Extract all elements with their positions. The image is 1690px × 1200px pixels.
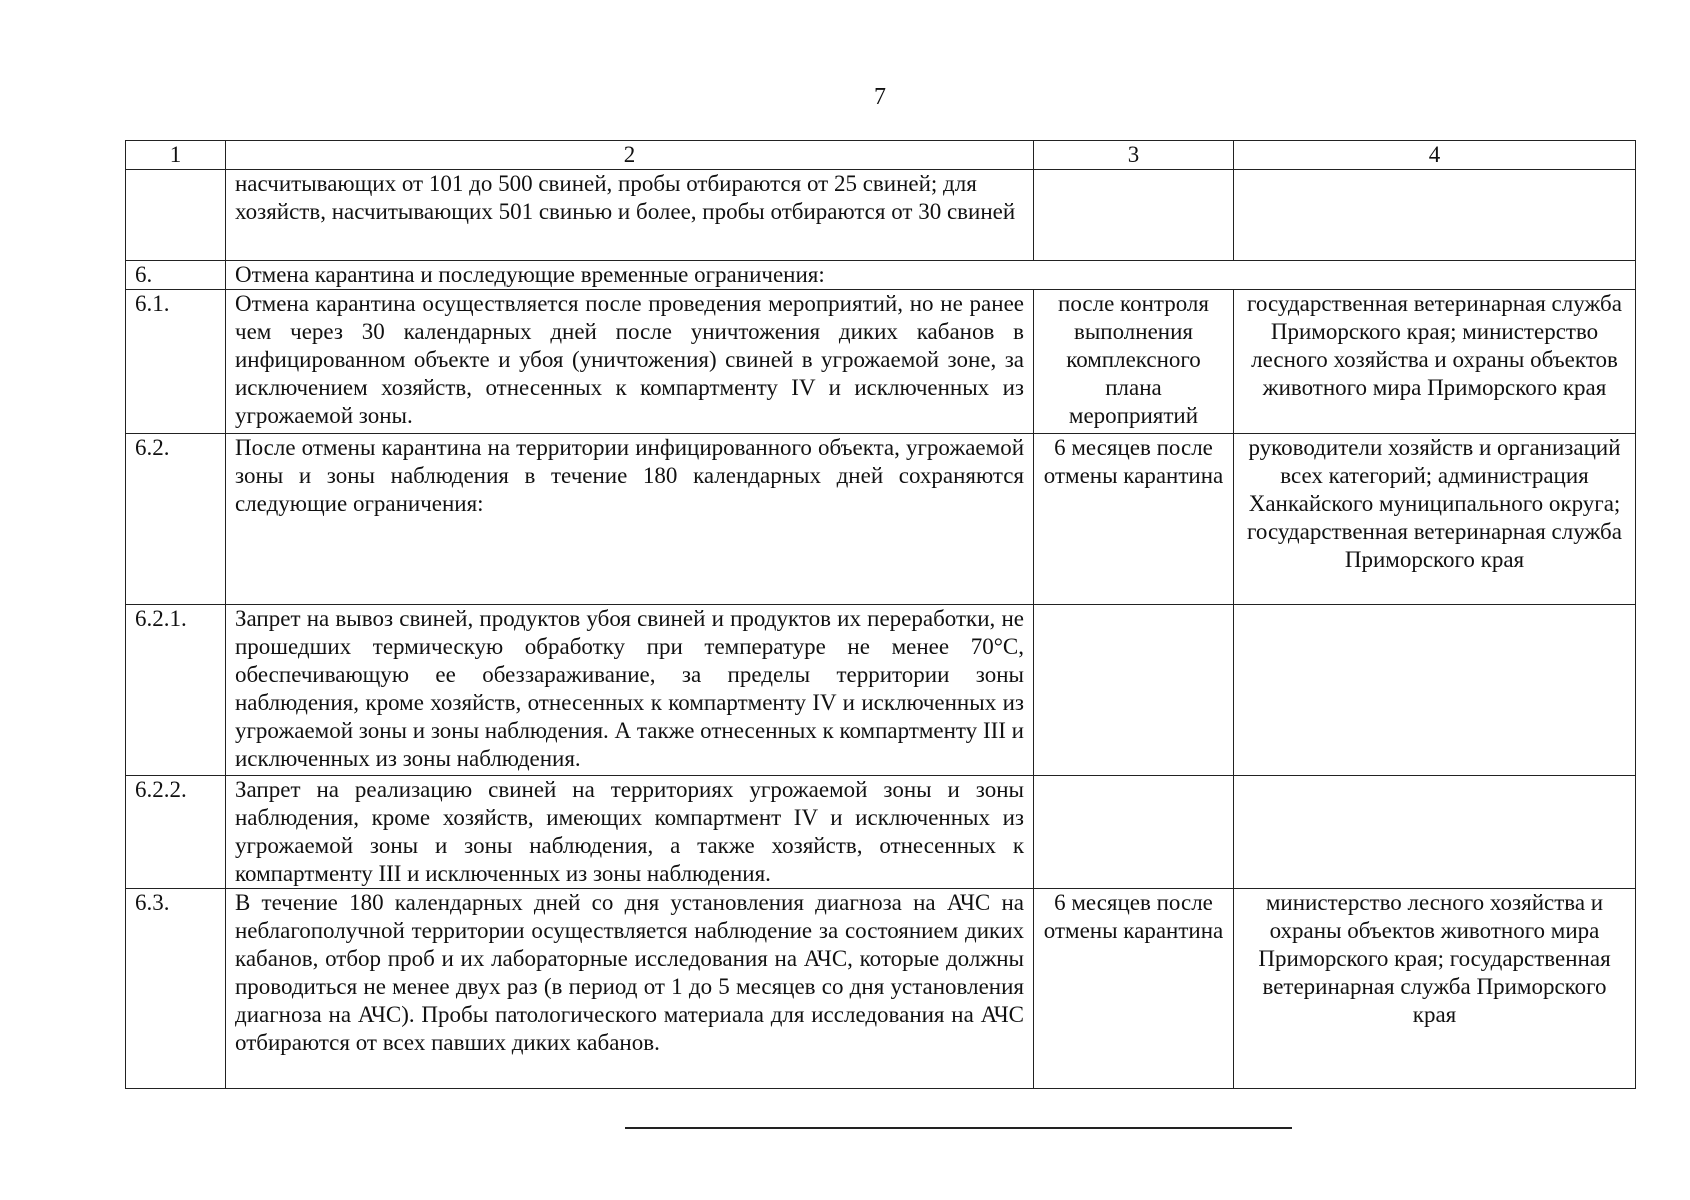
row-number: 6.1. bbox=[126, 290, 226, 434]
row-responsible bbox=[1234, 776, 1636, 889]
row-number bbox=[126, 170, 226, 261]
row-responsible bbox=[1234, 605, 1636, 776]
row-text: После отмены карантина на территории инфицированного объекта, угрожаемой зоны и зоны наблюдения в течение 180 календарных дней сохраняются следующие ограничения: bbox=[226, 434, 1034, 605]
end-rule bbox=[625, 1127, 1292, 1129]
table-row bbox=[126, 434, 1636, 605]
row-responsible bbox=[1234, 170, 1636, 261]
row-responsible: государственная ветеринарная служба Приморского края; министерство лесного хозяйства и охраны объектов животного мира Приморского края bbox=[1234, 290, 1636, 434]
row-term bbox=[1034, 776, 1234, 889]
table-row bbox=[126, 889, 1636, 1089]
row-term: 6 месяцев после отмены карантина bbox=[1034, 434, 1234, 605]
row-text: насчитывающих от 101 до 500 свиней, пробы отбираются от 25 свиней; для хозяйств, насчитывающих 501 свинью и более, пробы отбираются от 30 свиней bbox=[226, 170, 1034, 261]
row-responsible: руководители хозяйств и организаций всех категорий; администрация Ханкайского муниципального округа; государственная ветеринарная служба Приморского края bbox=[1234, 434, 1636, 605]
row-term bbox=[1034, 605, 1234, 776]
row-number: 6.2.1. bbox=[126, 605, 226, 776]
row-term: после контроля выполнения комплексного плана мероприятий bbox=[1034, 290, 1234, 434]
row-term bbox=[1034, 170, 1234, 261]
row-number: 6.3. bbox=[126, 889, 226, 1089]
row-term: 6 месяцев после отмены карантина bbox=[1034, 889, 1234, 1089]
row-responsible: министерство лесного хозяйства и охраны объектов животного мира Приморского края; государственная ветеринарная служба Приморского края bbox=[1234, 889, 1636, 1089]
table-row bbox=[126, 290, 1636, 434]
table-header-row bbox=[126, 141, 1636, 170]
row-text: Запрет на реализацию свиней на территориях угрожаемой зоны и зоны наблюдения, кроме хозяйств, имеющих компартмент IV и исключенных из угрожаемой зоны и зоны наблюдения, а также хозяйств, отнесенных к компартменту III и исключенных из зоны наблюдения. bbox=[226, 776, 1034, 889]
page-number: 7 bbox=[874, 84, 886, 110]
table-row bbox=[126, 170, 1636, 261]
section-title: Отмена карантина и последующие временные ограничения: bbox=[226, 261, 1636, 290]
row-text: Отмена карантина осуществляется после проведения мероприятий, но не ранее чем через 30 календарных дней после уничтожения диких кабанов в инфицированном объекте и убоя (уничтожения) свиней в угрожаемой зоне, за исключением хозяйств, отнесенных к компартменту IV и исключенных из угрожаемой зоны. bbox=[226, 290, 1034, 434]
row-text: Запрет на вывоз свиней, продуктов убоя свиней и продуктов их переработки, не прошедших термическую обработку при температуре не менее 70°С, обеспечивающую ее обеззараживание, за пределы территории зоны наблюдения, кроме хозяйств, отнесенных к компартменту IV и исключенных из угрожаемой зоны и зоны наблюдения. А также отнесенных к компартменту III и исключенных из зоны наблюдения. bbox=[226, 605, 1034, 776]
measures-table bbox=[125, 140, 1636, 1089]
section-number: 6. bbox=[126, 261, 226, 290]
row-number: 6.2. bbox=[126, 434, 226, 605]
row-text: В течение 180 календарных дней со дня установления диагноза на АЧС на неблагополучной территории осуществляется наблюдение за состоянием диких кабанов, отбор проб и их лабораторные исследования на АЧС, которые должны проводиться не менее двух раз (в период от 1 до 5 месяцев со дня установления диагноза на АЧС). Пробы патологического материала для исследования на АЧС отбираются от всех павших диких кабанов. bbox=[226, 889, 1034, 1089]
header-col-4: 4 bbox=[1234, 141, 1636, 170]
table-row bbox=[126, 776, 1636, 889]
header-col-2: 2 bbox=[226, 141, 1034, 170]
row-number: 6.2.2. bbox=[126, 776, 226, 889]
header-col-1: 1 bbox=[126, 141, 226, 170]
header-col-3: 3 bbox=[1034, 141, 1234, 170]
section-row bbox=[126, 261, 1636, 290]
table-row bbox=[126, 605, 1636, 776]
